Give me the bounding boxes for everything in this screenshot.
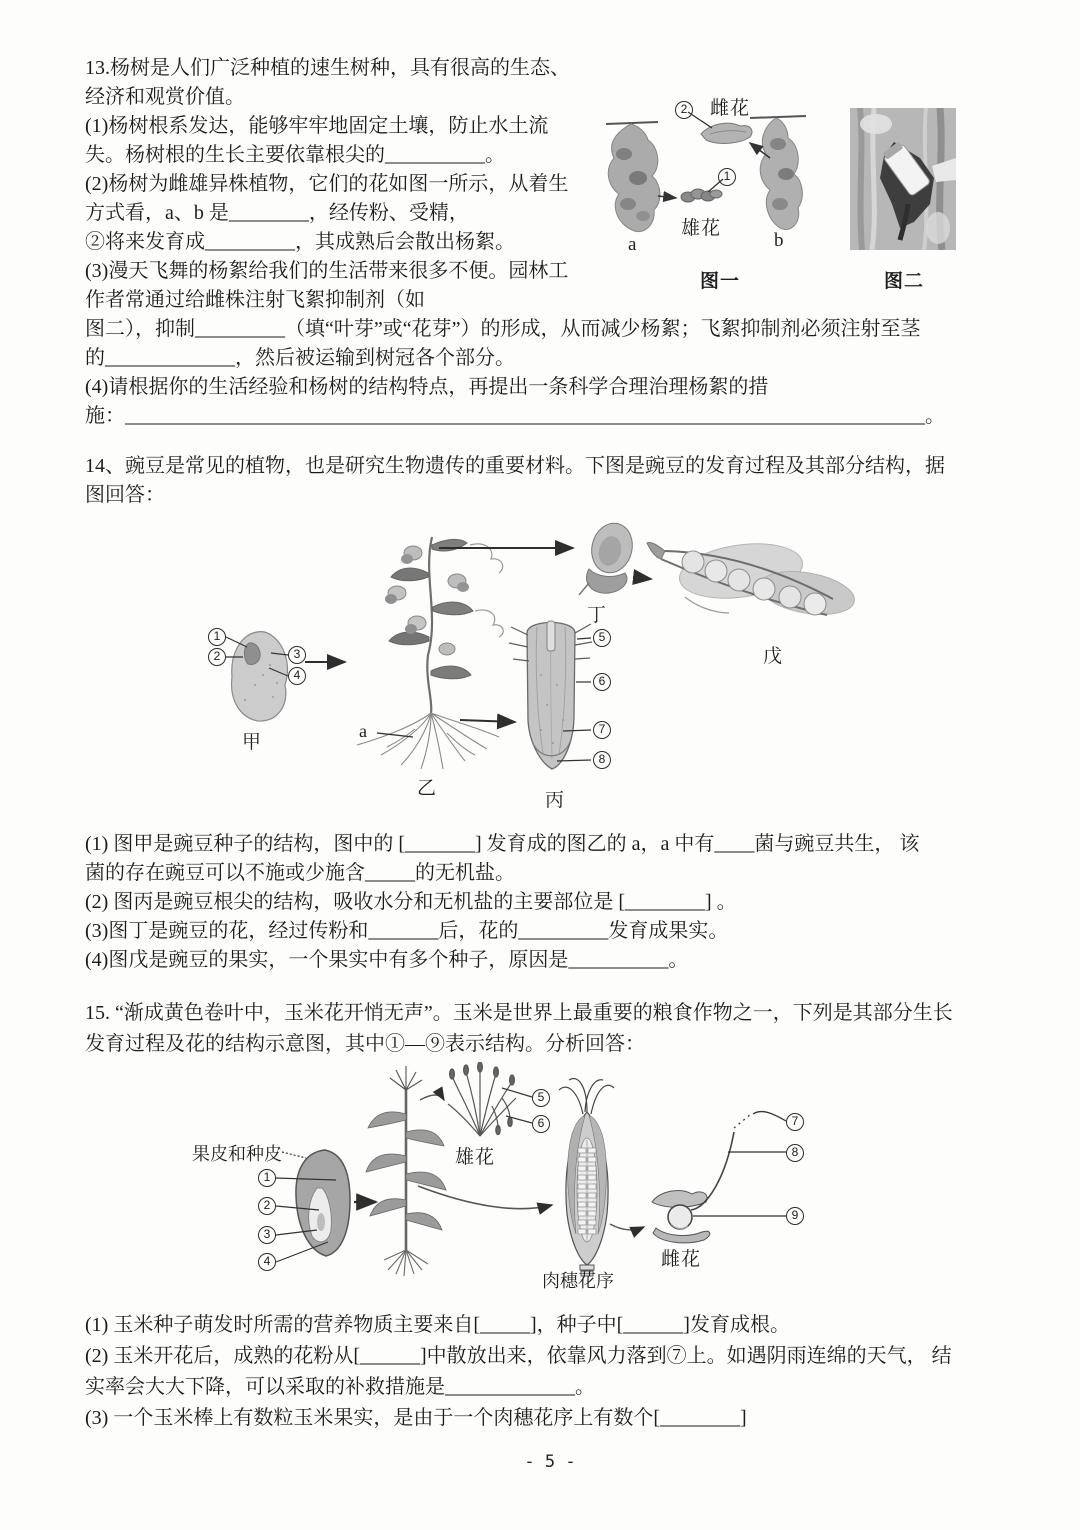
fruit-caption: 戊	[763, 646, 784, 667]
male-flower-label: 雄花	[681, 218, 722, 239]
pea-pod-drawing	[647, 537, 858, 621]
q13-line: 经济和观赏价值。	[85, 86, 245, 108]
pea-plant-drawing	[357, 537, 503, 769]
root-tip-caption: 丙	[545, 790, 566, 811]
label-circle-9: 9	[786, 1207, 804, 1225]
label-circle-3: 3	[288, 646, 306, 664]
root-a-label: a	[359, 721, 367, 741]
label-circle-2: 2	[675, 101, 693, 119]
q15-question-blank: 实率会大大下降，可以采取的补救措施是_____________。	[85, 1376, 595, 1398]
arrow-plant-to-tassel	[420, 1095, 444, 1100]
figure1-poplar-flowers	[598, 82, 850, 297]
label-circle-6: 6	[532, 1115, 550, 1133]
q15-questions-block	[85, 1310, 952, 1434]
catkin-b-branch	[750, 116, 806, 118]
arrow-flower-to-pod	[633, 577, 651, 579]
seed-coat-label: 果皮和种皮	[192, 1144, 282, 1164]
q13-line-blank: 的_____________，然后被运输到树冠各个部分。	[85, 347, 515, 369]
label-circle-4: 4	[258, 1253, 276, 1271]
catkin-a-branch	[606, 122, 658, 124]
corn-plant-drawing	[366, 1066, 446, 1276]
q14-question-blank: 菌的存在豌豆可以不施或少施含_____的无机盐。	[85, 862, 515, 884]
plant-caption: 乙	[417, 778, 438, 799]
q14-question-blank: (3)图丁是豌豆的花，经过传粉和_______后，花的_________发育成果实。	[85, 920, 729, 942]
q15-question-blank: (2) 玉米开花后，成熟的花粉从[______]中散放出来，依靠风力落到⑦上。如遇阴雨连绵的天气， 结	[85, 1345, 952, 1367]
q15-intro-line: 发育过程及花的结构示意图，其中①—⑨表示结构。分析回答：	[85, 1033, 645, 1055]
label-circle-5: 5	[593, 629, 611, 647]
q13-line-blank: 施：________________________________________________________________________________。	[85, 405, 945, 427]
flower-caption: 丁	[587, 605, 608, 626]
q14-question-blank: (1) 图甲是豌豆种子的结构，图中的 [_______] 发育成的图乙的 a，a 中有____菌与豌豆共生， 该	[85, 833, 920, 855]
arrow-plant-to-ear	[418, 1186, 552, 1209]
arrow-ear-to-female	[610, 1224, 644, 1230]
q13-line: 13.杨树是人们广泛种植的速生树种，具有很高的生态、	[85, 57, 570, 79]
q14-questions-block	[85, 830, 919, 975]
seed-caption: 甲	[242, 732, 263, 753]
label-circle-8: 8	[786, 1144, 804, 1162]
root-tip-drawing	[509, 621, 592, 769]
q15-intro-block	[85, 998, 953, 1060]
q14-question-blank: (4)图戊是豌豆的果实，一个果实中有多个种子，原因是__________。	[85, 949, 689, 971]
figure2-bark-injection	[850, 108, 970, 298]
q13-line: (4)请根据你的生活经验和杨树的结构特点，再提出一条科学合理治理杨絮的措	[85, 376, 769, 398]
q13-line-blank: 方式看，a、b 是________，经传粉、受精，	[85, 202, 469, 224]
q13-line: (1)杨树根系发达，能够牢牢地固定土壤，防止水土流	[85, 115, 549, 137]
female-flower-drawing	[652, 1114, 751, 1243]
q13-line-blank: ②将来发育成_________，其成熟后会散出杨絮。	[85, 231, 515, 253]
label-circle-2: 2	[208, 648, 226, 666]
q13-line: (3)漫天飞舞的杨絮给我们的生活带来很多不便。园林工	[85, 260, 569, 282]
arrow-a-to-male	[658, 196, 676, 198]
catkin-a-label: a	[628, 234, 638, 255]
q15-question-blank: (3) 一个玉米棒上有数粒玉米果实，是由于一个肉穗花序上有数个[________]	[85, 1407, 747, 1429]
label-circle-6: 6	[593, 673, 611, 691]
q15-intro-line: 15. “渐成黄色卷叶中，玉米花开悄无声”。玉米是世界上最重要的粮食作物之一，下列是其部分生长	[85, 1002, 953, 1024]
catkin-b-label: b	[774, 230, 785, 251]
page-number: - 5 -	[524, 1452, 576, 1472]
q15-question-blank: (1) 玉米种子萌发时所需的营养物质主要来自[_____]，种子中[______]发育成根。	[85, 1314, 790, 1336]
figure1-caption: 图一	[700, 271, 741, 292]
q14-intro-block	[85, 452, 945, 510]
q14-intro-line: 图回答：	[85, 484, 165, 506]
q13-line: (2)杨树为雌雄异株植物，它们的花如图一所示，从着生	[85, 173, 569, 195]
arrow-roots-to-roottip	[460, 720, 515, 722]
pea-flower-drawing	[579, 519, 637, 595]
label-circle-4: 4	[288, 667, 306, 685]
male-flower-label: 雄花	[455, 1147, 496, 1168]
q14-question-blank: (2) 图丙是豌豆根尖的结构，吸收水分和无机盐的主要部位是 [________] 。	[85, 891, 737, 913]
figure2-caption: 图二	[884, 271, 925, 292]
female-flower-label: 雌花	[710, 98, 751, 119]
ear-drawing	[559, 1078, 614, 1276]
label-circle-1: 1	[208, 628, 226, 646]
q13-line: 作者常通过给雌株注射飞絮抑制剂（如	[85, 289, 425, 311]
q14-intro-line: 14、豌豆是常见的植物，也是研究生物遗传的重要材料。下图是豌豆的发育过程及其部分结构，据	[85, 455, 945, 477]
pea-seed-drawing	[232, 632, 288, 721]
q13-line-blank: 失。杨树根的生长主要依靠根尖的__________。	[85, 144, 505, 166]
label-circle-7: 7	[593, 721, 611, 739]
pea-development-diagram	[185, 515, 880, 815]
label-circle-1: 1	[718, 168, 736, 186]
label-circle-7: 7	[786, 1113, 804, 1131]
tassel-drawing	[448, 1062, 516, 1136]
label-circle-1: 1	[258, 1169, 276, 1187]
corn-development-diagram	[140, 1062, 900, 1312]
label-circle-8: 8	[593, 751, 611, 769]
label-circle-3: 3	[258, 1226, 276, 1244]
female-flower-label: 雌花	[661, 1249, 702, 1270]
q13-line-blank: 图二），抑制_________（填“叶芽”或“花芽”）的形成，从而减少杨絮；飞絮抑制剂必须注射至茎	[85, 318, 921, 340]
corn-diagram-drawing	[140, 1062, 900, 1312]
label-circle-5: 5	[532, 1089, 550, 1107]
male-flower-drawing	[681, 189, 722, 202]
figure2-photo	[850, 108, 956, 250]
ear-label: 肉穗花序	[542, 1271, 614, 1291]
label-circle-2: 2	[258, 1197, 276, 1215]
